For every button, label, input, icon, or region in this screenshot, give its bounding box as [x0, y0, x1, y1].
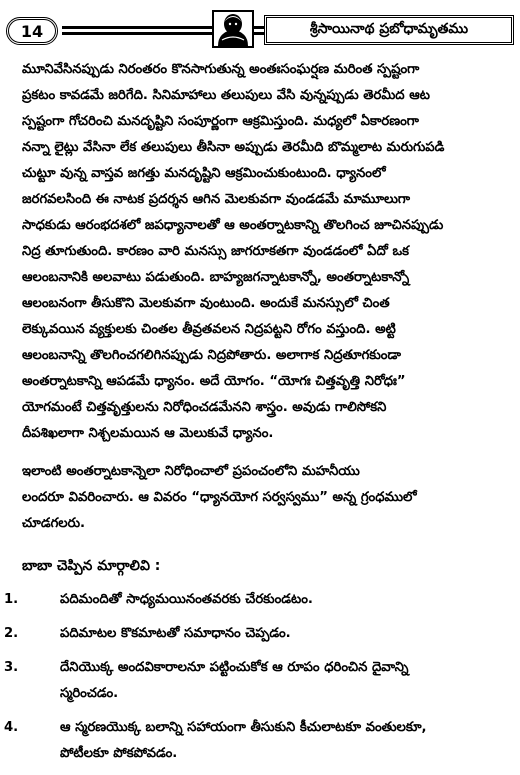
paragraph-1 [22, 57, 504, 447]
book-title: శ్రీసాయినాథ ప్రబోధామృతము [264, 15, 514, 45]
text-line: చూడగలరు. [22, 516, 86, 531]
text-line: అంతర్నాటకాన్ని ఆపడమే ధ్యానం. అదే యోగం. “యోగః చిత్తవృత్తి నిరోధః” [22, 374, 406, 389]
list-item-text: పదిమాటల కొకమాటతో సమాధానం చెప్పడం. [60, 626, 291, 641]
text-line: ఆలంబనాన్ని తొలగించగలిగినప్పుడు నిద్రపోతారు. అలాగాక నిద్రతూగకుండా [22, 348, 401, 363]
text-line: లందరూ వివరించారు. ఆ వివరం “ధ్యానయోగ సర్వస్వము” అన్న గ్రంధములో [22, 490, 417, 505]
text-line: యోగమంటే చిత్తవృత్తులను నిరోధించడమేనని శాస్త్రం. అవుడు గాలిసోకని [22, 400, 387, 415]
list-item-text: దేనియొక్క అందవికారాలనూ పట్టించుకోక ఆ రూపం ధరించిన దైవాన్ని [60, 660, 409, 675]
text-line: ఇలాంటి అంతర్నాటకాన్నెలా నిరోధించాలో ప్రపంచంలోని మహనీయు [22, 464, 360, 479]
list-item-number: 1. [4, 592, 19, 607]
text-line: దీపశిఖలాగా నిశ్చలమయిన ఆ మెలుకువే ధ్యానం. [22, 426, 274, 441]
text-line: చుట్టూ వున్న వాస్తవ జగత్తు మనదృష్టిని ఆక్రమించుకుంటుంది. ధ్యానంలో [22, 166, 386, 181]
text-line: స్పష్టంగా గోచరించి మనదృష్టిని సంపూర్ణంగా ఆక్రమిస్తుంది. మధ్యలో ఏకారణంగా [22, 114, 419, 129]
list-item-text: ఆ స్మరణయొక్క బలాన్ని సహాయంగా తీసుకుని కీచులాటకూ వంతులకూ, [60, 720, 427, 735]
list-item [4, 655, 504, 707]
paragraph-2 [22, 459, 504, 537]
text-line: జరగవలసింది ఈ నాటక ప్రదర్శన ఆగిన మెలకువగా వుండడమే మామూలుగా [22, 192, 411, 207]
text-line: ఆలంబనంగా తీసుకొని మెలకువగా వుంటుంది. అందుకే మనస్సులో చింత [22, 296, 390, 311]
text-line: నిద్ర తూగుతుంది. కారణం వారి మనస్సు జాగరూకతగా వుండడంలో ఏదో ఒక [22, 244, 410, 259]
list-item [4, 587, 504, 613]
page-header [6, 10, 514, 50]
page-number: 14 [6, 17, 58, 45]
section-heading: బాబా చెప్పిన మార్గాలివి : [22, 558, 161, 574]
text-line: నన్నా లైట్లు వేసినా లేక తలుపులు తీసినా అప్పుడు తెరమీది బొమ్మలాట మరుగుపడి [22, 140, 445, 155]
list-item-number: 4. [4, 720, 19, 735]
text-line: లెక్కువయిన వ్యక్తులకు చింతల తీవ్రతవలన నిద్రపట్టని రోగం వస్తుంది. అట్టి [22, 322, 396, 337]
text-line: ఆలంబనానికి అలవాటు పడుతుంది. బాహ్యజగన్నాటకాన్నో, అంతర్నాటకాన్నో [22, 270, 410, 285]
list-item-text: పదిమందితో సాధ్యమయినంతవరకు చేరకుండటం. [60, 592, 313, 607]
sai-baba-portrait-icon [212, 10, 254, 48]
text-line: ప్రకటం కావడమే జరిగేది. సినిమాహాలు తలుపులు వేసి వున్నప్పుడు తెరమీద ఆట [22, 88, 430, 103]
page-body [4, 57, 504, 775]
list-item [4, 715, 504, 767]
text-line: మూనివేసినప్పుడు నిరంతరం కొనసాగుతున్న అంతఃసంఘర్షణ మరింత స్పష్టంగా [22, 62, 420, 77]
list-item-number: 2. [4, 626, 19, 641]
text-line: సాధకుడు ఆరంభదశలో జపధ్యానాలతో ఆ అంతర్నాటకాన్ని తొలగించ జూచినప్పుడు [22, 218, 444, 233]
list-item-text: స్మరించడం. [60, 686, 119, 701]
numbered-list [4, 587, 504, 767]
list-item-number: 3. [4, 660, 19, 675]
list-item-text: పోటీలకూ పోకపోవడం. [60, 746, 178, 761]
list-item [4, 621, 504, 647]
